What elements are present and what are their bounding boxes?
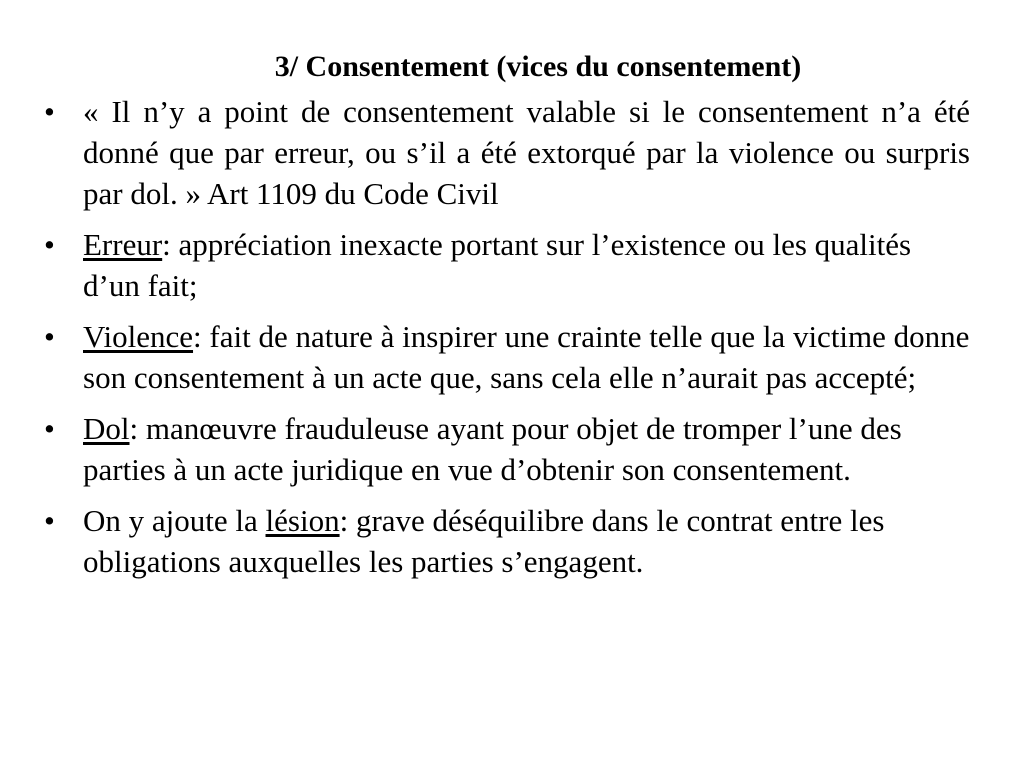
term-violence: Violence xyxy=(83,319,194,354)
term-lesion: lésion xyxy=(265,503,340,538)
bullet-item-erreur xyxy=(44,224,970,306)
bullet-item-lesion xyxy=(44,500,970,582)
bullet-item-article-1109 xyxy=(44,91,970,214)
bullet-icon: • xyxy=(44,503,55,538)
lesion-prefix: On y ajoute la xyxy=(83,503,266,538)
bullet-list xyxy=(44,91,970,582)
definition-violence: : fait de nature à inspirer une crainte telle que la victime donne son consentement à un acte que, sans cela elle n’aurait pas accepté; xyxy=(83,319,970,395)
bullet-icon: • xyxy=(44,94,55,129)
bullet-icon: • xyxy=(44,227,55,262)
slide-title: 3/ Consentement (vices du consentement) xyxy=(274,50,802,83)
bullet-item-violence xyxy=(44,316,970,398)
definition-erreur: : appréciation inexacte portant sur l’existence ou les qualités d’un fait; xyxy=(83,227,912,303)
definition-lesion: : grave déséquilibre dans le contrat entre les obligations auxquelles les parties s’engagent. xyxy=(83,503,885,579)
bullet-icon: • xyxy=(44,411,55,446)
bullet-icon: • xyxy=(44,319,55,354)
bullet-item-dol xyxy=(44,408,970,490)
definition-dol: : manœuvre frauduleuse ayant pour objet de tromper l’une des parties à un acte juridique en vue d’obtenir son consentement. xyxy=(83,411,902,487)
term-erreur: Erreur xyxy=(83,227,163,262)
article-1109-quote: « Il n’y a point de consentement valable si le consentement n’a été donné que par erreur, ou s’il a été extorqué par la violence ou surpris par dol. » Art 1109 du Code Civil xyxy=(83,94,970,211)
term-dol: Dol xyxy=(83,411,130,446)
